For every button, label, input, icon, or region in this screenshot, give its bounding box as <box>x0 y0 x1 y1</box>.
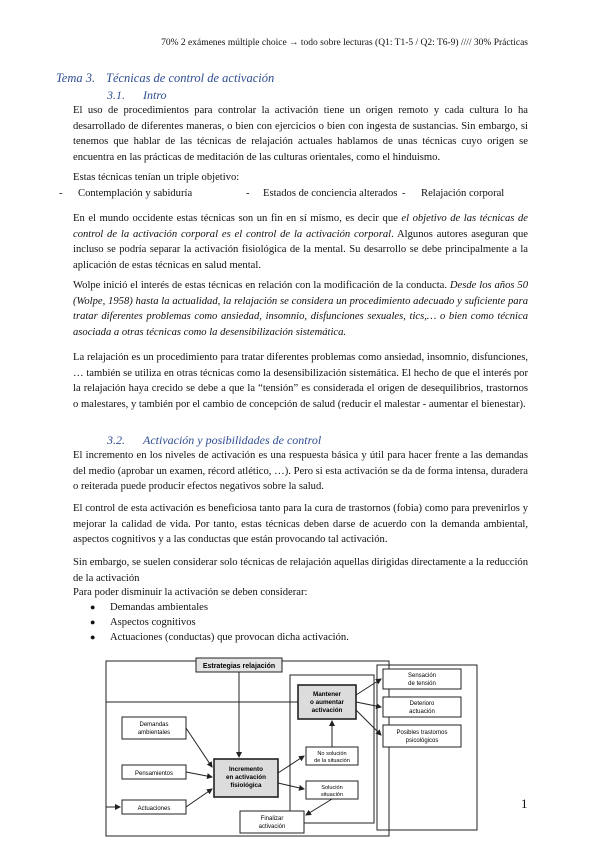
sensacion-label-2: de tensión <box>408 681 436 687</box>
arrow-demandas-incremento <box>186 728 212 767</box>
estrategias-label: Estrategias relajación <box>202 663 276 670</box>
page-number: 1 <box>521 796 528 811</box>
dash-marker: - <box>246 188 250 199</box>
pensamientos-label: Pensamientos <box>134 771 174 777</box>
paragraph-wolpe <box>73 278 528 340</box>
finalizar-label-2: activación <box>258 824 286 830</box>
paragraph-occidente-emphasis: el objetivo de las técnicas de control de la activación corporal es el control de la activación corporal <box>73 213 528 240</box>
section-3-2-number: 3.2. <box>107 433 125 447</box>
paragraph-objectives-intro: Estas técnicas tenían un triple objetivo: <box>73 172 240 183</box>
actuaciones-label: Actuaciones <box>137 806 171 812</box>
paragraph-wolpe-emphasis: Desde los años 50 (Wolpe, 1958) hasta la actualidad, la relajación se considera un procedimiento adecuado y suficiente para tratar diferentes problemas como ansiedad, insomnio, disfunciones sexuales, tics,… o bien como técnica asociada a otras técnicas como la desensibilización sistemática. <box>73 280 528 338</box>
section-3-1-title: Intro <box>143 88 167 102</box>
mantener-label-3: activación <box>311 707 343 714</box>
arrow-incremento-nosolucion <box>278 756 304 773</box>
deterioro-label-2: actuación <box>409 709 435 715</box>
arrow-actuaciones-incremento <box>186 789 212 807</box>
incremento-label-3: fisiológica <box>230 782 262 789</box>
section-3-2-heading <box>107 433 321 448</box>
paragraph-wolpe-a: Wolpe inició el interés de estas técnicas en relación con la modificación de la conducta. <box>73 280 450 291</box>
paragraph-relajacion: La relajación es un procedimiento para tratar diferentes problemas como ansiedad, insomnio, disfunciones, … también se utiliza en otras técnicas como la desensibilización sistemática. El hecho de que el interés por la relajación haya crecido se debe a que la “tensión” es considerada el origen de desequilibrios, trastornos o malestares, y también por el cambio de concepción de salud (reducir el malestar - aumentar el bienestar). <box>73 352 528 410</box>
solucion-label-2: situación <box>320 792 344 798</box>
objective-item: Relajación corporal <box>421 188 505 199</box>
bullet-dot-icon: ● <box>90 602 96 612</box>
section-3-1-number: 3.1. <box>107 88 125 102</box>
demandas-label-1: Demandas <box>139 722 169 728</box>
sensacion-label-1: Sensación <box>407 673 437 679</box>
mantener-label-2: o aumentar <box>310 699 344 706</box>
paragraph-occidente-c: . Algunos autores aseguran que incluso se podría separar la activación fisiológica de la mental. Su desarrollo se debe principalmente a la aplicación de estas técnicas en salud mental. <box>73 228 528 271</box>
objective-item: Estados de conciencia alterados <box>263 188 398 199</box>
page-header: 70% 2 exámenes múltiple choice → todo sobre lecturas (Q1: T1-5 / Q2: T6-9) //// 30% Prácticas <box>161 38 528 48</box>
tema-heading <box>56 71 274 86</box>
arrow-pensamientos-incremento <box>186 772 212 777</box>
paragraph-occidente-a: En el mundo occidente estas técnicas son un fin en sí mismo, es decir que <box>73 213 402 224</box>
tema-number: Tema 3. <box>56 71 96 85</box>
dash-marker: - <box>402 188 406 199</box>
mantener-label-1: Mantener <box>313 691 341 698</box>
paragraph-considerar: Para poder disminuir la activación se deben considerar: <box>73 587 308 598</box>
paragraph-control: El control de esta activación es beneficiosa tanto para la cura de trastornos (fobia) como para prevenirlos y mejorar la calidad de vida. Por tanto, estas técnicas deben darse de acuerdo con la demanda ambiental, aspectos cognitivos y a las conductas que están provocando tal activación. <box>73 503 528 546</box>
paragraph-incremento: El incremento en los niveles de activación es una respuesta básica y útil para hacer frente a las demandas del medio (aprobar un examen, récord atlético, …). Pero si esta activación se da de forma intensa, duradera o reiterada puede producir efectos negativos sobre la salud. <box>73 450 528 493</box>
no-solucion-label-2: de la situación <box>314 758 350 764</box>
trastornos-label-2: psicológicos <box>405 738 439 744</box>
deterioro-label-1: Deterioro <box>409 701 435 707</box>
bullet-dot-icon: ● <box>90 632 96 642</box>
paragraph-sin-embargo: Sin embargo, se suelen considerar solo técnicas de relajación aquellas dirigidas directamente a la reducción de la activación <box>73 557 528 584</box>
dash-marker: - <box>59 188 63 199</box>
activation-diagram <box>100 655 480 840</box>
trastornos-label-1: Posibles trastornos <box>396 730 448 736</box>
section-3-1-heading <box>107 88 167 103</box>
objective-item: Contemplación y sabiduría <box>78 188 193 199</box>
tema-title: Técnicas de control de activación <box>106 71 275 85</box>
solucion-label-1: Solución <box>321 785 343 791</box>
paragraph-occidente <box>73 211 528 273</box>
arrow-incremento-solucion <box>278 783 304 789</box>
arrow-solucion-finalizar <box>306 799 332 815</box>
finalizar-label-1: Finalizar <box>260 816 284 822</box>
paragraph-intro: El uso de procedimientos para controlar la activación tiene un origen remoto y cada cultura lo ha desarrollado de diferentes maneras, o bien con ejercicios o bien con ingesta de sustancias. Sin embargo, si tenemos que hablar de las técnicas de relajación actuales hablamos de unas técnicas cuyo origen se encuentra en las prácticas de meditación de las culturas orientales, como el hinduismo. <box>73 105 528 163</box>
incremento-label-1: Incremento <box>229 766 263 773</box>
no-solucion-label-1: No solución <box>317 751 347 757</box>
bullet-dot-icon: ● <box>90 617 96 627</box>
section-3-2-title: Activación y posibilidades de control <box>143 433 322 447</box>
incremento-label-2: en activación <box>226 774 266 781</box>
demandas-label-2: ambientales <box>137 730 171 736</box>
